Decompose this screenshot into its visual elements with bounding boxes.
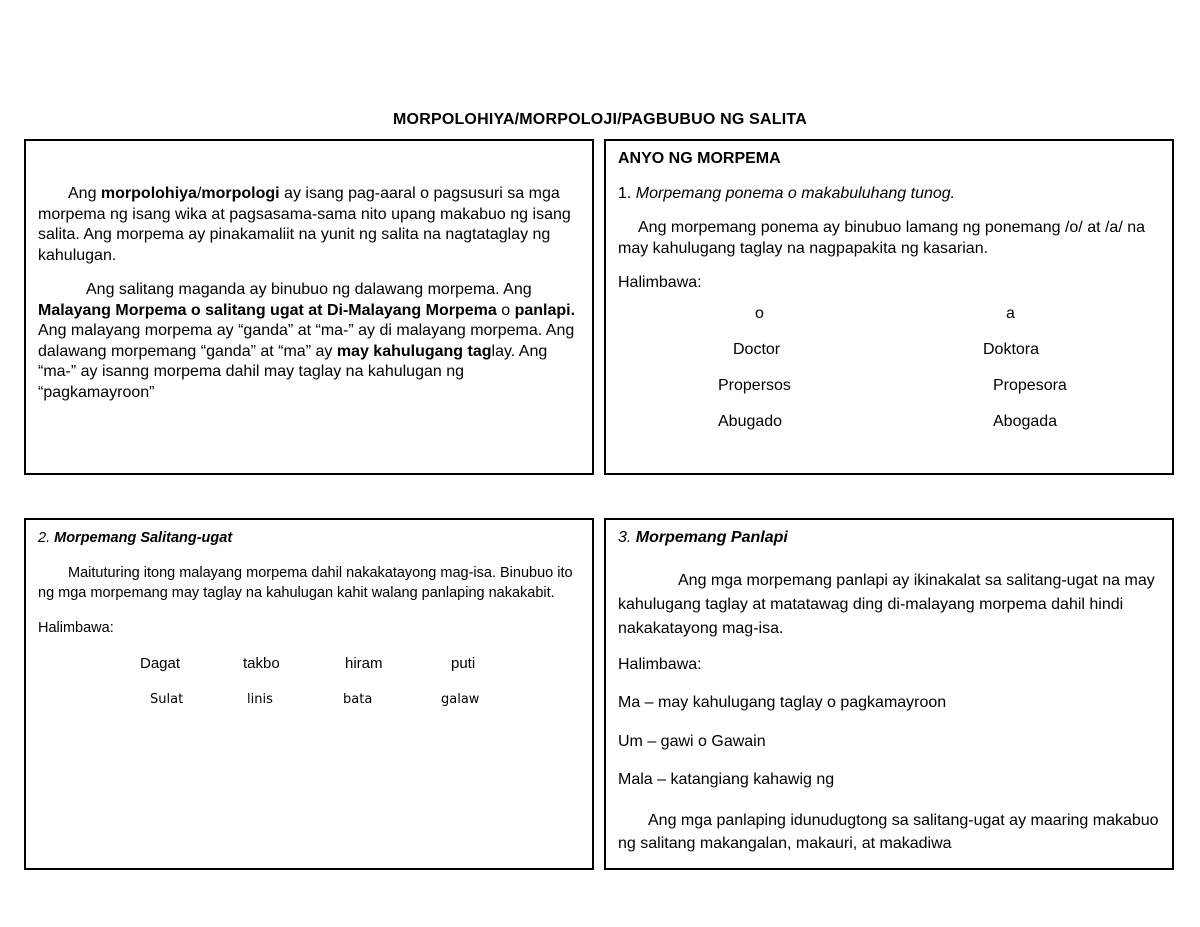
- item-title: 3. Morpemang Panlapi: [618, 529, 788, 546]
- item-description: Ang mga morpemang panlapi ay ikinakalat sa salitang-ugat na may kahulugang taglay at matatawag ding di-malayang morpema dahil hindi nakakatayong mag-isa.: [618, 571, 1155, 637]
- example-left: o: [755, 304, 764, 322]
- example-left: Doctor: [733, 340, 781, 358]
- example-word: hiram: [345, 655, 383, 672]
- closing-paragraph: Ang mga panlaping idunudugtong sa salitang-ugat ay maaring makabuo ng salitang makangalan, makauri, at makadiwa: [618, 811, 1159, 852]
- panlapi-box: [604, 518, 1174, 870]
- example-word: puti: [451, 655, 476, 672]
- example-label: Halimbawa:: [618, 274, 702, 291]
- section-heading: ANYO NG MORPEMA: [618, 150, 781, 167]
- example-label: Halimbawa:: [618, 655, 702, 673]
- item-description: Ang morpemang ponema ay binubuo lamang ng ponemang /o/ at /a/ na may kahulugang taglay na nagpapakita ng kasarian.: [618, 219, 1146, 257]
- example-right: a: [1006, 304, 1015, 322]
- maganda-paragraph: Ang salitang maganda ay binubuo ng dalawang morpema. Ang Malayang Morpema o salitang ugat at Di-Malayang Morpema o panlapi. Ang malayang morpema ay “ganda” at “ma-” ay di malayang morpema. Ang dalawang morpemang “ganda” at “ma” ay may kahulugang taglay. Ang “ma-” ay isanng morpema dahil may taglay na kahulugan ng “pagkamayroon”: [38, 281, 576, 401]
- item-title: 1. Morpemang ponema o makabuluhang tunog.: [618, 184, 956, 202]
- definition-box: [24, 139, 594, 475]
- example-right: Abogada: [993, 412, 1058, 430]
- example-word: Sulat: [150, 692, 184, 707]
- example-words: [38, 654, 580, 724]
- example-label: Halimbawa:: [38, 619, 114, 636]
- example-item: Um – gawi o Gawain: [618, 732, 766, 750]
- example-left: Abugado: [718, 412, 783, 430]
- example-word: Dagat: [140, 655, 181, 672]
- example-item: Ma – may kahulugang taglay o pagkamayroon: [618, 694, 947, 711]
- example-table: [618, 304, 1160, 448]
- definition-paragraph: Ang morpolohiya/morpologi ay isang pag-aaral o pagsusuri sa mga morpema ng isang wika at pagsasama-sama nito upang makabuo ng isang salita. Ang morpema ay pinakamaliit na yunit ng salita na nagtataglay ng kahulugan.: [38, 185, 571, 264]
- example-item: Mala – katangiang kahawig ng: [618, 771, 835, 788]
- example-right: Propesora: [993, 376, 1067, 394]
- example-right: Doktora: [983, 340, 1040, 358]
- item-description: Maituturing itong malayang morpema dahil nakakatayong mag-isa. Binubuo ito ng mga morpemang may taglay na kahulugan kahit walang panlaping nakakabit.: [38, 564, 573, 601]
- example-word: takbo: [243, 655, 280, 672]
- item-title: 2. Morpemang Salitang-ugat: [38, 530, 233, 546]
- example-word: linis: [247, 692, 273, 707]
- salitang-ugat-box: [24, 518, 594, 870]
- page-title: MORPOLOHIYA/MORPOLOJI/PAGBUBUO NG SALITA: [393, 111, 807, 128]
- anyo-ng-morpema-box: [604, 139, 1174, 475]
- example-left: Propersos: [718, 376, 791, 394]
- example-word: bata: [343, 692, 373, 707]
- example-word: galaw: [441, 692, 480, 707]
